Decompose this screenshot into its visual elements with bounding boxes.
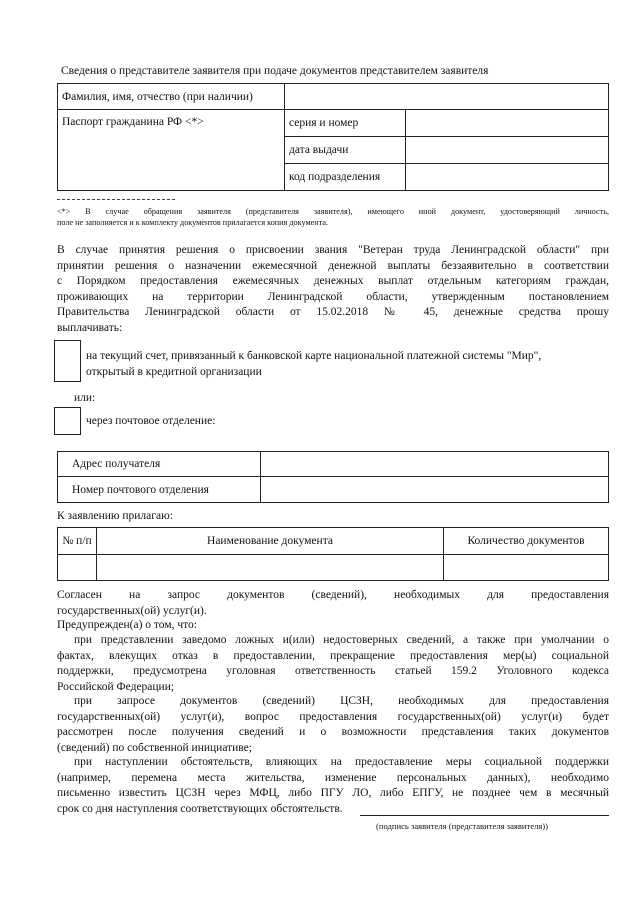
paragraph-line: Российской Федерации; xyxy=(57,680,175,693)
paragraph-line: проживающих на территории Ленинградской области, утвержденным постановлением xyxy=(57,290,609,303)
paragraph-line: Правительства Ленинградской области от 15.02.2018 № 45, денежные средства прошу xyxy=(57,306,609,318)
document-number-cell[interactable] xyxy=(58,555,97,581)
footnote-line: поле не заполняется и к комплекту документов прилагается копия документа. xyxy=(57,218,329,227)
document-name-cell[interactable] xyxy=(97,555,444,581)
passport-series-field[interactable] xyxy=(406,110,609,137)
paragraph-line: при представлении заведомо ложных и(или) недостоверных сведений, а также при умолчании о xyxy=(74,634,609,646)
col-number-header: № п/п xyxy=(58,528,97,555)
bank-card-checkbox[interactable] xyxy=(54,340,81,382)
paragraph-line: рассмотрен после получения сведений и о возможности представления таких документов xyxy=(57,726,609,738)
paragraph-line: государственных(ой) услуг(и). xyxy=(57,604,207,617)
subdivision-code-field[interactable] xyxy=(406,164,609,191)
passport-series-label: серия и номер xyxy=(285,110,406,137)
document-count-cell[interactable] xyxy=(444,555,609,581)
representative-heading: Сведения о представителе заявителя при подаче документов представителем заявителя xyxy=(61,65,489,77)
passport-label: Паспорт гражданина РФ <*> xyxy=(58,110,285,191)
warning-circumstances xyxy=(57,755,609,817)
post-office-number-field[interactable] xyxy=(261,477,609,503)
footnote-line: <*> В случае обращения заявителя (представителя заявителя), имеющего иной документ, удостоверяющий личность, xyxy=(57,207,609,216)
bank-card-option-line: на текущий счет, привязанный к банковской карте национальной платежной системы "Мир", xyxy=(86,350,542,362)
paragraph-line: срок со дня наступления соответствующих обстоятельств. xyxy=(57,802,343,815)
signature-line[interactable] xyxy=(360,815,609,816)
paragraph-line: Согласен на запрос документов (сведений), необходимых для предоставления xyxy=(57,589,609,601)
paragraph-line: государственных(ой) услуг(и), вопрос предоставления государственных(ой) услуг(и) будет xyxy=(57,710,609,723)
paragraph-line: (например, перемена места жительства, изменение персональных данных), необходимо xyxy=(57,771,609,784)
consent-paragraph xyxy=(57,588,609,619)
issue-date-field[interactable] xyxy=(406,137,609,164)
footnote-separator xyxy=(57,199,175,200)
col-count-header: Количество документов xyxy=(444,528,609,555)
paragraph-line: (сведений) по собственной инициативе; xyxy=(57,741,252,754)
footnote xyxy=(57,206,609,228)
decision-paragraph xyxy=(57,243,609,336)
recipient-address-field[interactable] xyxy=(261,452,609,477)
warning-false-info xyxy=(57,633,609,695)
attachments-heading: К заявлению прилагаю: xyxy=(57,510,173,522)
post-office-checkbox[interactable] xyxy=(54,407,81,435)
paragraph-line: письменно известить ЦСЗН через МФЦ, либо ПГУ ЛО, либо ЕПГУ, не позднее чем в месячный xyxy=(57,787,609,799)
representative-table xyxy=(57,83,609,191)
paragraph-line: при наступлении обстоятельств, влияющих на предоставление меры социальной поддержки xyxy=(74,756,609,768)
documents-table xyxy=(57,527,609,581)
paragraph-line: В случае принятия решения о присвоении звания "Ветеран труда Ленинградской области" при xyxy=(57,244,609,256)
full-name-label: Фамилия, имя, отчество (при наличии) xyxy=(58,84,285,110)
warning-document-request xyxy=(57,694,609,756)
or-label: или: xyxy=(74,392,96,404)
post-table xyxy=(57,451,609,503)
signature-caption: (подпись заявителя (представителя заявителя)) xyxy=(376,821,549,831)
col-name-header: Наименование документа xyxy=(97,528,444,555)
recipient-address-label: Адрес получателя xyxy=(58,452,261,477)
issue-date-label: дата выдачи xyxy=(285,137,406,164)
paragraph-line: выплачивать: xyxy=(57,321,123,334)
full-name-field[interactable] xyxy=(285,84,609,110)
paragraph-line: принятии решения о назначении ежемесячной денежной выплаты беззаявительно в соответствии xyxy=(57,259,609,272)
post-office-number-label: Номер почтового отделения xyxy=(58,477,261,503)
paragraph-line: с Порядком предоставления ежемесячных денежных выплат отдельным категориям граждан, xyxy=(57,275,609,287)
paragraph-line: поддержки, предусмотрена уголовная ответственность статьей 159.2 Уголовного кодекса xyxy=(57,665,609,677)
post-office-option: через почтовое отделение: xyxy=(86,415,216,427)
bank-card-option-line: открытый в кредитной организации xyxy=(86,366,262,378)
subdivision-code-label: код подразделения xyxy=(285,164,406,191)
warned-heading: Предупрежден(а) о том, что: xyxy=(57,619,197,631)
paragraph-line: фактах, влекущих отказ в предоставлении, прекращение предоставления мер(ы) социальной xyxy=(57,649,609,662)
paragraph-line: при запросе документов (сведений) ЦСЗН, необходимых для предоставления xyxy=(74,695,609,707)
